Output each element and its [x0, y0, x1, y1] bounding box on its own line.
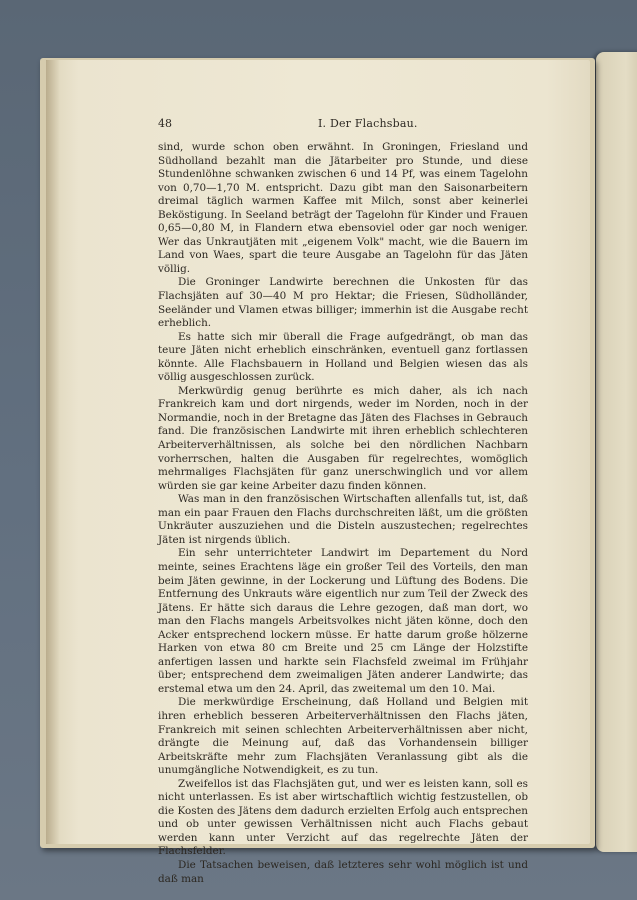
paragraph: Die Groninger Landwirte berechnen die Unkosten für das Flachsjäten auf 30—40 M pro Hektar; die Friesen, Südholländer, Seeländer und Vlamen etwas billiger; immerhin ist die Ausgabe recht erheblich. [158, 276, 528, 330]
paragraph: Merkwürdig genug berührte es mich daher, als ich nach Frankreich kam und dort nirgends, weder im Norden, noch in der Normandie, noch in der Bretagne das Jäten des Flachses in Gebrauch fand. Die französischen Landwirte mit ihren erheblich schlechteren Arbeiterverhältnissen, als solche bei den nördlichen Nachbarn vorherrschen, halten die Ausgaben für regelrechtes, womöglich mehrmaliges Flachsjäten für ganz unerschwinglich und vor allem würden sie gar keine Arbeiter dazu finden können. [158, 384, 528, 492]
paragraph: Ein sehr unterrichteter Landwirt im Departement du Nord meinte, seines Erachtens läge ein großer Teil des Vorteils, den man beim Jäten gewinne, in der Lockerung und Lüftung des Bodens. Die Entfernung des Unkrauts wäre eigentlich nur zum Teil der Zweck des Jätens. Er hätte sich daraus die Lehre gezogen, daß man dort, wo man den Flachs mangels Arbeitsvolkes nicht jäten könne, doch den Acker entsprechend lockern müsse. Er hatte darum große hölzerne Harken von etwa 80 cm Breite und 25 cm Länge der Holzstifte anfertigen lassen und harkte sein Flachsfeld zweimal im Frühjahr über; entsprechend dem zweimaligen Jäten anderer Landwirte; das erstemal etwa um den 24. April, das zweitemal um den 10. Mai. [158, 547, 528, 695]
page-number: 48 [158, 117, 172, 130]
paragraph: Was man in den französischen Wirtschaften allenfalls tut, ist, daß man ein paar Frauen den Flachs durchschreiten läßt, um die größten Unkräuter auszuziehen und die Disteln auszustechen; regelrechtes Jäten ist nirgends üblich. [158, 493, 528, 546]
paragraph: Zweifellos ist das Flachsjäten gut, und wer es leisten kann, soll es nicht unterlassen. Es ist aber wirtschaftlich wichtig festzustellen, ob die Kosten des Jätens dem dadurch erzielten Erfolg auch entsprechen und ob unter gewissen Verhältnissen nicht auch Flachs gebaut werden kann unter Verzicht auf das regelrechte Jäten der Flachsfelder. [158, 777, 528, 858]
paragraph: Die merkwürdige Erscheinung, daß Holland und Belgien mit ihren erheblich besseren Arbeiterverhältnissen den Flachs jäten, Frankreich mit seinen schlechten Arbeiterverhältnissen aber nicht, drängte die Meinung auf, daß das Vorhandensein billiger Arbeitskräfte mehr zum Flachsjäten Veranlassung gibt als die unumgängliche Notwendigkeit, es zu tun. [158, 696, 528, 777]
page-gutter [46, 60, 60, 844]
body-text [158, 141, 528, 886]
page-header [158, 117, 528, 133]
paragraph: Es hatte sich mir überall die Frage aufgedrängt, ob man das teure Jäten nicht erheblich einschränken, eventuell ganz fortlassen könnte. Alle Flachsbauern in Holland und Belgien wiesen das als völlig ausgeschlossen zurück. [158, 330, 528, 384]
running-head: I. Der Flachsbau. [318, 117, 418, 130]
paragraph: sind, wurde schon oben erwähnt. In Groningen, Friesland und Südholland bezahlt man die Jätarbeiter pro Stunde, und diese Stundenlöhne schwanken zwischen 6 und 14 Pf, was einem Tagelohn von 0,70—1,70 M. entspricht. Dazu gibt man den Saisonarbeitern dreimal täglich warmen Kaffee mit Milch, sonst aber keinerlei Beköstigung. In Seeland beträgt der Tagelohn für Kinder und Frauen 0,65—0,80 M, in Flandern etwa ebensoviel oder gar noch weniger. Wer das Unkrautjäten mit „eigenem Volk" macht, wie die Bauern im Land von Waes, spart die teure Ausgabe an Tagelohn für das Jäten völlig. [158, 141, 528, 275]
paragraph: Die Tatsachen beweisen, daß letzteres sehr wohl möglich ist und daß man [158, 858, 528, 885]
adjacent-page-edge [596, 52, 637, 852]
